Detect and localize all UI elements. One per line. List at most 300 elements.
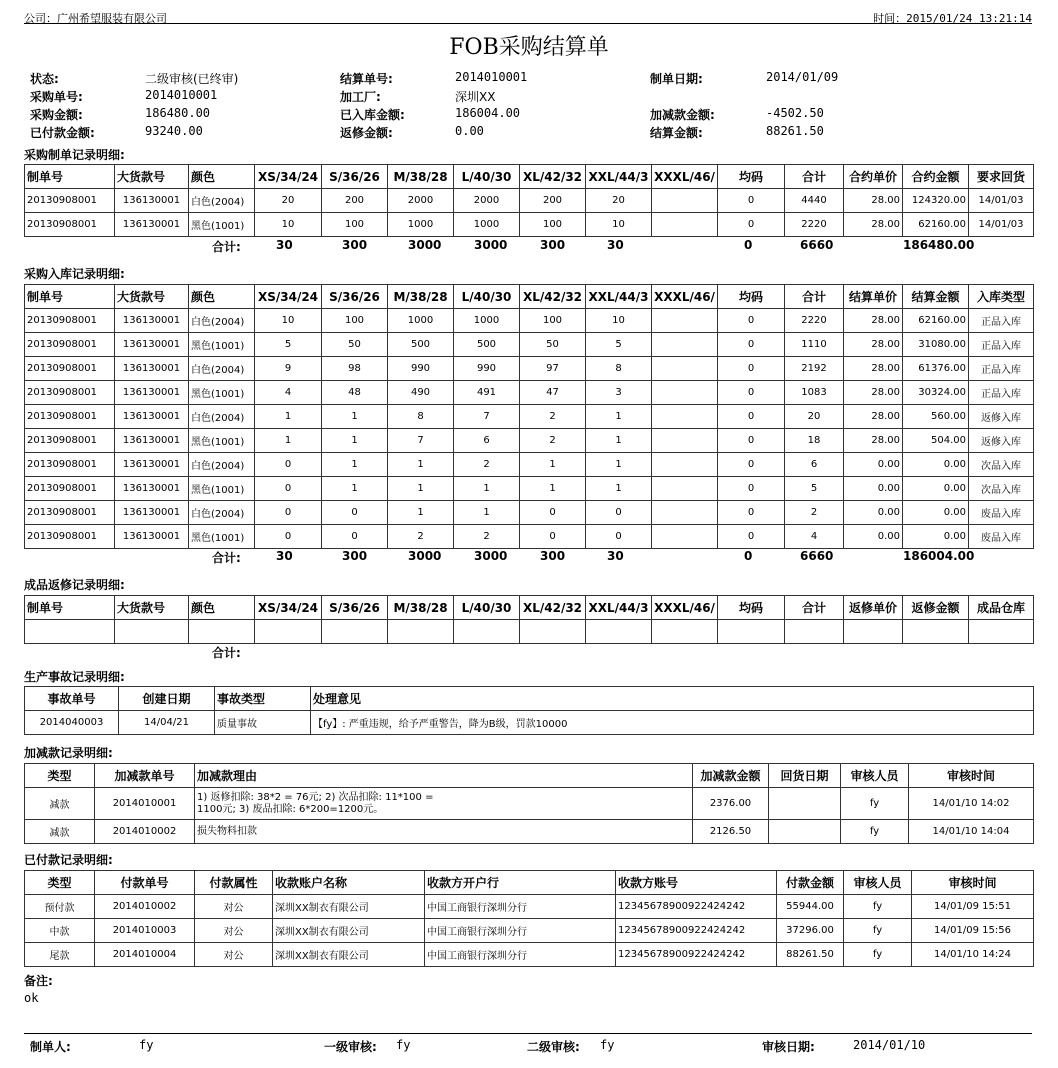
- repair-amount-label: 返修金额:: [340, 126, 393, 140]
- repair-totals-label: 合计:: [212, 646, 241, 660]
- table-cell: [25, 620, 115, 644]
- settle-amount-label: 结算金额:: [650, 126, 703, 140]
- table-cell: 9: [255, 357, 322, 381]
- table-cell: [718, 620, 785, 644]
- table-row: [25, 405, 1034, 429]
- purchase-no-value: 2014010001: [145, 88, 218, 102]
- table-cell: 1: [454, 501, 520, 525]
- table-row: [25, 429, 1034, 453]
- total-s: 300: [342, 549, 368, 563]
- column-header: XXXL/46/: [652, 165, 718, 189]
- total-s: 300: [342, 238, 368, 252]
- table-cell: 1: [388, 477, 454, 501]
- column-header: L/40/30: [454, 596, 520, 620]
- adjust-table: [24, 763, 1034, 844]
- column-header: 收款方开户行: [425, 871, 616, 895]
- adjust-amount-label: 加减款金额:: [650, 108, 715, 122]
- table-cell: 560.00: [903, 405, 969, 429]
- total-xs: 30: [276, 238, 293, 252]
- table-cell: [652, 309, 718, 333]
- table-cell: [844, 620, 903, 644]
- table-cell: 0: [322, 501, 388, 525]
- table-cell: 28.00: [844, 333, 903, 357]
- table-cell: 1: [255, 429, 322, 453]
- table-cell: [454, 620, 520, 644]
- table-cell: 深圳XX制衣有限公司: [273, 943, 425, 967]
- table-cell: 1: [255, 405, 322, 429]
- table-cell: 白色(2004): [189, 405, 255, 429]
- summary-block: [24, 70, 1034, 142]
- column-header: 合计: [785, 165, 844, 189]
- table-cell: 预付款: [25, 895, 95, 919]
- maker-label: 制单人:: [30, 1040, 71, 1054]
- table-cell: 20130908001: [25, 525, 115, 549]
- repair-amount-value: 0.00: [455, 124, 484, 138]
- table-cell: 2000: [388, 189, 454, 213]
- table-cell: 0.00: [903, 477, 969, 501]
- column-header: 加减款金额: [693, 764, 769, 788]
- table-cell: 14/01/03: [969, 189, 1034, 213]
- column-header: M/38/28: [388, 285, 454, 309]
- table-cell: 8: [586, 357, 652, 381]
- column-header: 制单号: [25, 285, 115, 309]
- table-cell: 白色(2004): [189, 309, 255, 333]
- table-cell: 0.00: [844, 525, 903, 549]
- table-cell: 10: [586, 309, 652, 333]
- payment-section-title: 已付款记录明细:: [24, 853, 113, 867]
- table-cell: 4440: [785, 189, 844, 213]
- table-cell: 对公: [195, 919, 273, 943]
- maker-value: fy: [139, 1038, 154, 1052]
- table-cell: [322, 620, 388, 644]
- table-row: [25, 711, 1034, 735]
- table-cell: 12345678900922424242: [616, 919, 777, 943]
- table-cell: [785, 620, 844, 644]
- table-cell: 10: [255, 309, 322, 333]
- table-cell: 黑色(1001): [189, 429, 255, 453]
- table-cell: fy: [844, 919, 912, 943]
- table-cell: 0: [255, 453, 322, 477]
- table-cell: 2014010004: [95, 943, 195, 967]
- table-cell: 500: [454, 333, 520, 357]
- table-cell: 2014010002: [95, 820, 195, 844]
- column-header: 付款属性: [195, 871, 273, 895]
- table-cell: 28.00: [844, 189, 903, 213]
- table-cell: 1: [586, 405, 652, 429]
- table-cell: 白色(2004): [189, 189, 255, 213]
- table-cell: [652, 357, 718, 381]
- table-cell: 55944.00: [777, 895, 844, 919]
- second-review-value: fy: [600, 1038, 615, 1052]
- table-cell: 136130001: [115, 453, 189, 477]
- table-cell: fy: [841, 820, 909, 844]
- purchase-totals-row: [24, 236, 1033, 256]
- column-header: 大货款号: [115, 285, 189, 309]
- make-date-value: 2014/01/09: [766, 70, 839, 84]
- column-header: 颜色: [189, 596, 255, 620]
- table-cell: 50: [520, 333, 586, 357]
- table-cell: 减款: [25, 820, 95, 844]
- purchase-section-title: 采购制单记录明细:: [24, 148, 125, 162]
- top-bar: [24, 10, 1032, 24]
- column-header: 创建日期: [119, 687, 215, 711]
- table-cell: 中国工商银行深圳分行: [425, 895, 616, 919]
- table-cell: [388, 620, 454, 644]
- column-header: M/38/28: [388, 165, 454, 189]
- table-cell: 0: [586, 501, 652, 525]
- table-cell: 正品入库: [969, 309, 1034, 333]
- table-cell: 2: [520, 429, 586, 453]
- table-cell: fy: [844, 895, 912, 919]
- table-cell: 1000: [388, 309, 454, 333]
- column-header: XXL/44/3: [586, 165, 652, 189]
- column-header: XS/34/24: [255, 596, 322, 620]
- column-header: 付款金额: [777, 871, 844, 895]
- total-m: 3000: [408, 238, 442, 252]
- table-cell: 0.00: [844, 453, 903, 477]
- column-header: L/40/30: [454, 165, 520, 189]
- table-row: [25, 309, 1034, 333]
- column-header: XXL/44/3: [586, 285, 652, 309]
- table-cell: [652, 405, 718, 429]
- adjust-reason-line: 1) 返修扣除: 38*2 = 76元; 2) 次品扣除: 11*100 =: [197, 791, 434, 803]
- table-cell: 124320.00: [903, 189, 969, 213]
- status-label: 状态:: [30, 72, 59, 86]
- column-header: S/36/26: [322, 165, 388, 189]
- column-header: 均码: [718, 165, 785, 189]
- table-cell: 12345678900922424242: [616, 895, 777, 919]
- column-header: 处理意见: [311, 687, 1034, 711]
- total-sum: 6660: [800, 549, 834, 563]
- table-cell: 0: [255, 501, 322, 525]
- column-header: XS/34/24: [255, 165, 322, 189]
- table-cell: 20130908001: [25, 429, 115, 453]
- paid-amount-label: 已付款金额:: [30, 126, 95, 140]
- column-header: 制单号: [25, 165, 115, 189]
- table-cell: 20: [586, 189, 652, 213]
- column-header: 收款方账号: [616, 871, 777, 895]
- table-cell: 37296.00: [777, 919, 844, 943]
- column-header: XL/42/32: [520, 165, 586, 189]
- table-cell: 136130001: [115, 501, 189, 525]
- review-date-value: 2014/01/10: [853, 1038, 926, 1052]
- table-cell: 1000: [388, 213, 454, 237]
- table-cell: [195, 788, 693, 820]
- table-cell: 30324.00: [903, 381, 969, 405]
- table-cell: 对公: [195, 895, 273, 919]
- status-value: 二级审核(已终审): [145, 72, 239, 86]
- column-header: 加减款理由: [195, 764, 693, 788]
- table-cell: 深圳XX制衣有限公司: [273, 919, 425, 943]
- table-cell: 2014010001: [95, 788, 195, 820]
- table-cell: 18: [785, 429, 844, 453]
- table-cell: 次品入库: [969, 477, 1034, 501]
- table-cell: 2014010002: [95, 895, 195, 919]
- table-cell: 14/01/03: [969, 213, 1034, 237]
- table-cell: 6: [785, 453, 844, 477]
- table-cell: 0: [718, 453, 785, 477]
- table-cell: 14/01/10 14:24: [912, 943, 1034, 967]
- table-cell: 0.00: [844, 501, 903, 525]
- purchase-amount-label: 采购金额:: [30, 108, 83, 122]
- print-time: 时间：2015/01/24 13:21:14: [873, 12, 1032, 25]
- table-cell: 136130001: [115, 213, 189, 237]
- table-cell: 2: [520, 405, 586, 429]
- table-cell: 1: [322, 429, 388, 453]
- table-cell: 中国工商银行深圳分行: [425, 943, 616, 967]
- table-cell: 28.00: [844, 309, 903, 333]
- total-l: 3000: [474, 238, 508, 252]
- total-label: 合计:: [212, 240, 241, 254]
- table-cell: 50: [322, 333, 388, 357]
- table-cell: 500: [388, 333, 454, 357]
- table-row: [25, 357, 1034, 381]
- column-header: XL/42/32: [520, 285, 586, 309]
- table-cell: 8: [388, 405, 454, 429]
- table-row: [25, 333, 1034, 357]
- total-amount: 186480.00: [903, 238, 975, 252]
- adjust-reason-line: 1100元; 3) 废品扣除: 6*200=1200元。: [197, 803, 384, 815]
- table-cell: 1: [586, 477, 652, 501]
- table-cell: 白色(2004): [189, 357, 255, 381]
- table-cell: 10: [255, 213, 322, 237]
- column-header: 合计: [785, 285, 844, 309]
- company-name: 公司：广州希望服装有限公司: [24, 12, 167, 25]
- column-header: 颜色: [189, 285, 255, 309]
- table-cell: 2: [388, 525, 454, 549]
- table-cell: [189, 620, 255, 644]
- remarks-block: [24, 972, 53, 1005]
- table-cell: 减款: [25, 788, 95, 820]
- table-cell: 0: [718, 189, 785, 213]
- table-cell: 0: [322, 525, 388, 549]
- table-cell: [652, 381, 718, 405]
- table-cell: 返修入库: [969, 405, 1034, 429]
- table-cell: 136130001: [115, 477, 189, 501]
- table-cell: 491: [454, 381, 520, 405]
- total-l: 3000: [474, 549, 508, 563]
- table-cell: 1: [322, 405, 388, 429]
- table-cell: [652, 477, 718, 501]
- purchase-amount-value: 186480.00: [145, 106, 211, 120]
- table-cell: 尾款: [25, 943, 95, 967]
- table-cell: 1000: [454, 213, 520, 237]
- column-header: 颜色: [189, 165, 255, 189]
- table-cell: 深圳XX制衣有限公司: [273, 895, 425, 919]
- column-header: XXL/44/3: [586, 596, 652, 620]
- accident-section-title: 生产事故记录明细:: [24, 670, 125, 684]
- table-cell: 28.00: [844, 405, 903, 429]
- table-cell: fy: [844, 943, 912, 967]
- table-cell: 1: [454, 477, 520, 501]
- column-header: L/40/30: [454, 285, 520, 309]
- table-cell: 100: [322, 309, 388, 333]
- table-cell: fy: [841, 788, 909, 820]
- column-header: 返修金额: [903, 596, 969, 620]
- column-header: 事故类型: [215, 687, 311, 711]
- paid-amount-value: 93240.00: [145, 124, 203, 138]
- table-cell: 136130001: [115, 525, 189, 549]
- table-row: [25, 477, 1034, 501]
- table-cell: 2: [454, 453, 520, 477]
- table-cell: 返修入库: [969, 429, 1034, 453]
- column-header: 合约金额: [903, 165, 969, 189]
- stock-amount-value: 186004.00: [455, 106, 521, 120]
- table-cell: 490: [388, 381, 454, 405]
- table-cell: 14/01/09 15:51: [912, 895, 1034, 919]
- remarks-label: 备注:: [24, 974, 53, 988]
- table-cell: 136130001: [115, 189, 189, 213]
- table-cell: 1: [586, 453, 652, 477]
- table-cell: 0: [718, 477, 785, 501]
- table-cell: 2014040003: [25, 711, 119, 735]
- table-row: [25, 919, 1034, 943]
- table-cell: 14/04/21: [119, 711, 215, 735]
- table-cell: 1110: [785, 333, 844, 357]
- table-cell: 47: [520, 381, 586, 405]
- table-cell: 白色(2004): [189, 501, 255, 525]
- table-cell: 0: [718, 429, 785, 453]
- total-xxl: 30: [607, 549, 624, 563]
- table-cell: 61376.00: [903, 357, 969, 381]
- column-header: 合约单价: [844, 165, 903, 189]
- table-cell: 20130908001: [25, 213, 115, 237]
- table-cell: 0: [718, 525, 785, 549]
- table-cell: [255, 620, 322, 644]
- column-header: S/36/26: [322, 285, 388, 309]
- table-cell: 1: [520, 453, 586, 477]
- column-header: 审核时间: [912, 871, 1034, 895]
- table-cell: [769, 820, 841, 844]
- accident-table: [24, 686, 1034, 735]
- table-cell: 28.00: [844, 381, 903, 405]
- table-cell: 5: [586, 333, 652, 357]
- table-cell: 0: [718, 309, 785, 333]
- column-header: XL/42/32: [520, 596, 586, 620]
- adjust-reason-line: 损失物料扣款: [197, 825, 257, 837]
- table-row: [25, 213, 1034, 237]
- column-header: 均码: [718, 285, 785, 309]
- table-cell: 0: [586, 525, 652, 549]
- table-cell: 20130908001: [25, 189, 115, 213]
- repair-table: [24, 595, 1034, 644]
- repair-totals-row: [24, 642, 1033, 662]
- table-cell: 990: [388, 357, 454, 381]
- column-header: 加减款单号: [95, 764, 195, 788]
- table-cell: 100: [520, 309, 586, 333]
- settle-amount-value: 88261.50: [766, 124, 824, 138]
- table-cell: 20130908001: [25, 309, 115, 333]
- table-cell: 12345678900922424242: [616, 943, 777, 967]
- column-header: XXXL/46/: [652, 596, 718, 620]
- total-avg: 0: [744, 549, 753, 563]
- column-header: 大货款号: [115, 596, 189, 620]
- table-cell: 2: [454, 525, 520, 549]
- table-cell: 0.00: [903, 453, 969, 477]
- page-title: FOB采购结算单: [449, 35, 609, 60]
- total-sum: 6660: [800, 238, 834, 252]
- table-cell: 136130001: [115, 381, 189, 405]
- column-header: 回货日期: [769, 764, 841, 788]
- column-header: XS/34/24: [255, 285, 322, 309]
- table-cell: 20130908001: [25, 453, 115, 477]
- table-cell: 【fy】: 严重违规，给予严重警告，降为B级，罚款10000: [311, 711, 1034, 735]
- table-row: [25, 820, 1034, 844]
- table-cell: 0: [718, 357, 785, 381]
- table-cell: 2220: [785, 309, 844, 333]
- table-cell: 1: [322, 477, 388, 501]
- table-cell: 200: [322, 189, 388, 213]
- total-xs: 30: [276, 549, 293, 563]
- table-cell: [652, 525, 718, 549]
- table-cell: 0: [718, 333, 785, 357]
- column-header: 付款单号: [95, 871, 195, 895]
- table-cell: 1: [322, 453, 388, 477]
- table-cell: 14/01/10 14:02: [909, 788, 1034, 820]
- table-cell: 28.00: [844, 357, 903, 381]
- table-row: [25, 501, 1034, 525]
- column-header: S/36/26: [322, 596, 388, 620]
- table-cell: 白色(2004): [189, 453, 255, 477]
- make-date-label: 制单日期:: [650, 72, 703, 86]
- table-cell: 88261.50: [777, 943, 844, 967]
- settle-no-value: 2014010001: [455, 70, 528, 84]
- total-xl: 300: [540, 549, 566, 563]
- table-cell: 62160.00: [903, 213, 969, 237]
- table-row: [25, 453, 1034, 477]
- column-header: 合计: [785, 596, 844, 620]
- table-cell: 1000: [454, 309, 520, 333]
- table-cell: 990: [454, 357, 520, 381]
- table-cell: 136130001: [115, 429, 189, 453]
- table-cell: 2126.50: [693, 820, 769, 844]
- table-cell: 中国工商银行深圳分行: [425, 919, 616, 943]
- table-cell: 62160.00: [903, 309, 969, 333]
- table-cell: [195, 820, 693, 844]
- table-cell: 3: [586, 381, 652, 405]
- table-cell: 2000: [454, 189, 520, 213]
- table-cell: 黑色(1001): [189, 381, 255, 405]
- table-cell: 136130001: [115, 309, 189, 333]
- factory-label: 加工厂:: [340, 90, 381, 104]
- column-header: 收款账户名称: [273, 871, 425, 895]
- table-cell: 28.00: [844, 429, 903, 453]
- table-cell: 废品入库: [969, 525, 1034, 549]
- table-cell: 0: [255, 477, 322, 501]
- purchase-table: [24, 164, 1034, 237]
- payment-table: [24, 870, 1034, 967]
- table-cell: 质量事故: [215, 711, 311, 735]
- table-row: [25, 788, 1034, 820]
- table-cell: 2014010003: [95, 919, 195, 943]
- first-review-label: 一级审核:: [324, 1040, 377, 1054]
- column-header: 审核人员: [844, 871, 912, 895]
- stock-section-title: 采购入库记录明细:: [24, 267, 125, 281]
- table-cell: 31080.00: [903, 333, 969, 357]
- table-cell: 0.00: [903, 501, 969, 525]
- table-cell: 正品入库: [969, 333, 1034, 357]
- second-review-label: 二级审核:: [527, 1040, 580, 1054]
- column-header: 事故单号: [25, 687, 119, 711]
- stock-table: [24, 284, 1034, 549]
- table-cell: 20130908001: [25, 357, 115, 381]
- total-m: 3000: [408, 549, 442, 563]
- table-cell: 0: [255, 525, 322, 549]
- table-row: [25, 895, 1034, 919]
- table-cell: [652, 501, 718, 525]
- column-header: 返修单价: [844, 596, 903, 620]
- table-cell: 4: [255, 381, 322, 405]
